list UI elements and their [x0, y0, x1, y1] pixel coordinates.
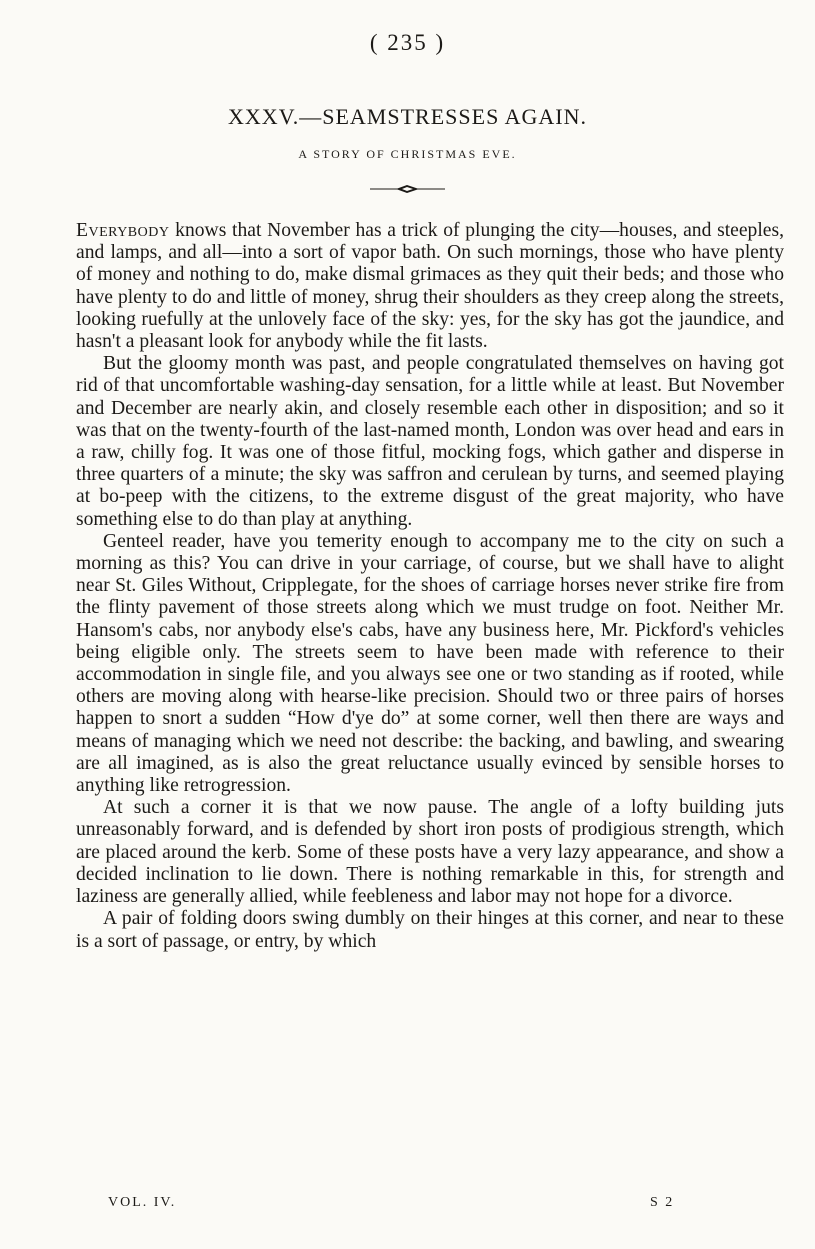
paragraph-5: A pair of folding doors swing dumbly on their hinges at this corner, and near to these is a sort of passage, or entry, by which: [76, 908, 784, 952]
chapter-title: XXXV.—SEAMSTRESSES AGAIN.: [228, 104, 587, 129]
volume-label: VOL. IV.: [108, 1195, 177, 1210]
ornament-divider-icon: [370, 183, 445, 195]
paragraph-4: At such a corner it is that we now pause. The angle of a lofty building juts unreasonably forward, and is defended by short iron posts of prodigious strength, which are placed around the kerb. Some of these posts have a very lazy appearance, and show a decided inclination to lie down. There is nothing remarkable in this, for strength and laziness are generally allied, while feebleness and labor may not hope for a divorce.: [76, 797, 784, 908]
paragraph-2: But the gloomy month was past, and people congratulated themselves on having got rid of that uncomfortable washing-day sensation, for a little while at least. But November and December are nearly akin, and closely resemble each other in disposition; and so it was that on the twenty-fourth of the last-named month, London was over head and ears in a raw, chilly fog. It was one of those fitful, mocking fogs, which gather and disperse in three quarters of a minute; the sky was saffron and cerulean by turns, and seemed playing at bo-peep with the citizens, to the extreme disgust of the great majority, who have something else to do than play at anything.: [76, 353, 784, 530]
opening-word: Everybody: [76, 220, 170, 241]
paragraph-3: Genteel reader, have you temerity enough to accompany me to the city on such a morning as this? You can drive in your carriage, of course, but we shall have to alight near St. Giles Without, Cripplegate, for the shoes of carriage horses never strike fire from the flinty pavement of those streets along which we must trudge on foot. Neither Mr. Hansom's cabs, nor anybody else's cabs, have any business here, Mr. Pickford's vehicles being eligible only. The streets seem to have been made with reference to their accommodation in single file, and you always see one or two standing as if rooted, while others are moving along with hearse-like precision. Should two or three pairs of horses happen to snort a sudden “How d'ye do” at some corner, well then there are ways and means of managing which we need not describe: the backing, and bawling, and swearing are all imagined, as is also the great reluctance usually evinced by sensible horses to anything like retrogression.: [76, 530, 784, 797]
paragraph-1-text: knows that November has a trick of plunging the city—houses, and steeples, and lamps, and all—into a sort of vapor bath. On such mornings, those who have plenty of money and nothing to do, make dismal grimaces as they quit their beds; and those who have plenty to do and little of money, shrug their shoulders as they creep along the streets, looking ruefully at the unlovely face of the sky: yes, for the sky has got the jaundice, and hasn't a pleasant look for anybody while the fit lasts.: [76, 220, 784, 353]
paragraph-1: [76, 220, 784, 353]
page-number: ( 235 ): [369, 30, 446, 55]
chapter-subtitle: A STORY OF CHRISTMAS EVE.: [298, 147, 517, 161]
article-body: [76, 220, 784, 953]
signature-mark: S 2: [650, 1195, 675, 1210]
